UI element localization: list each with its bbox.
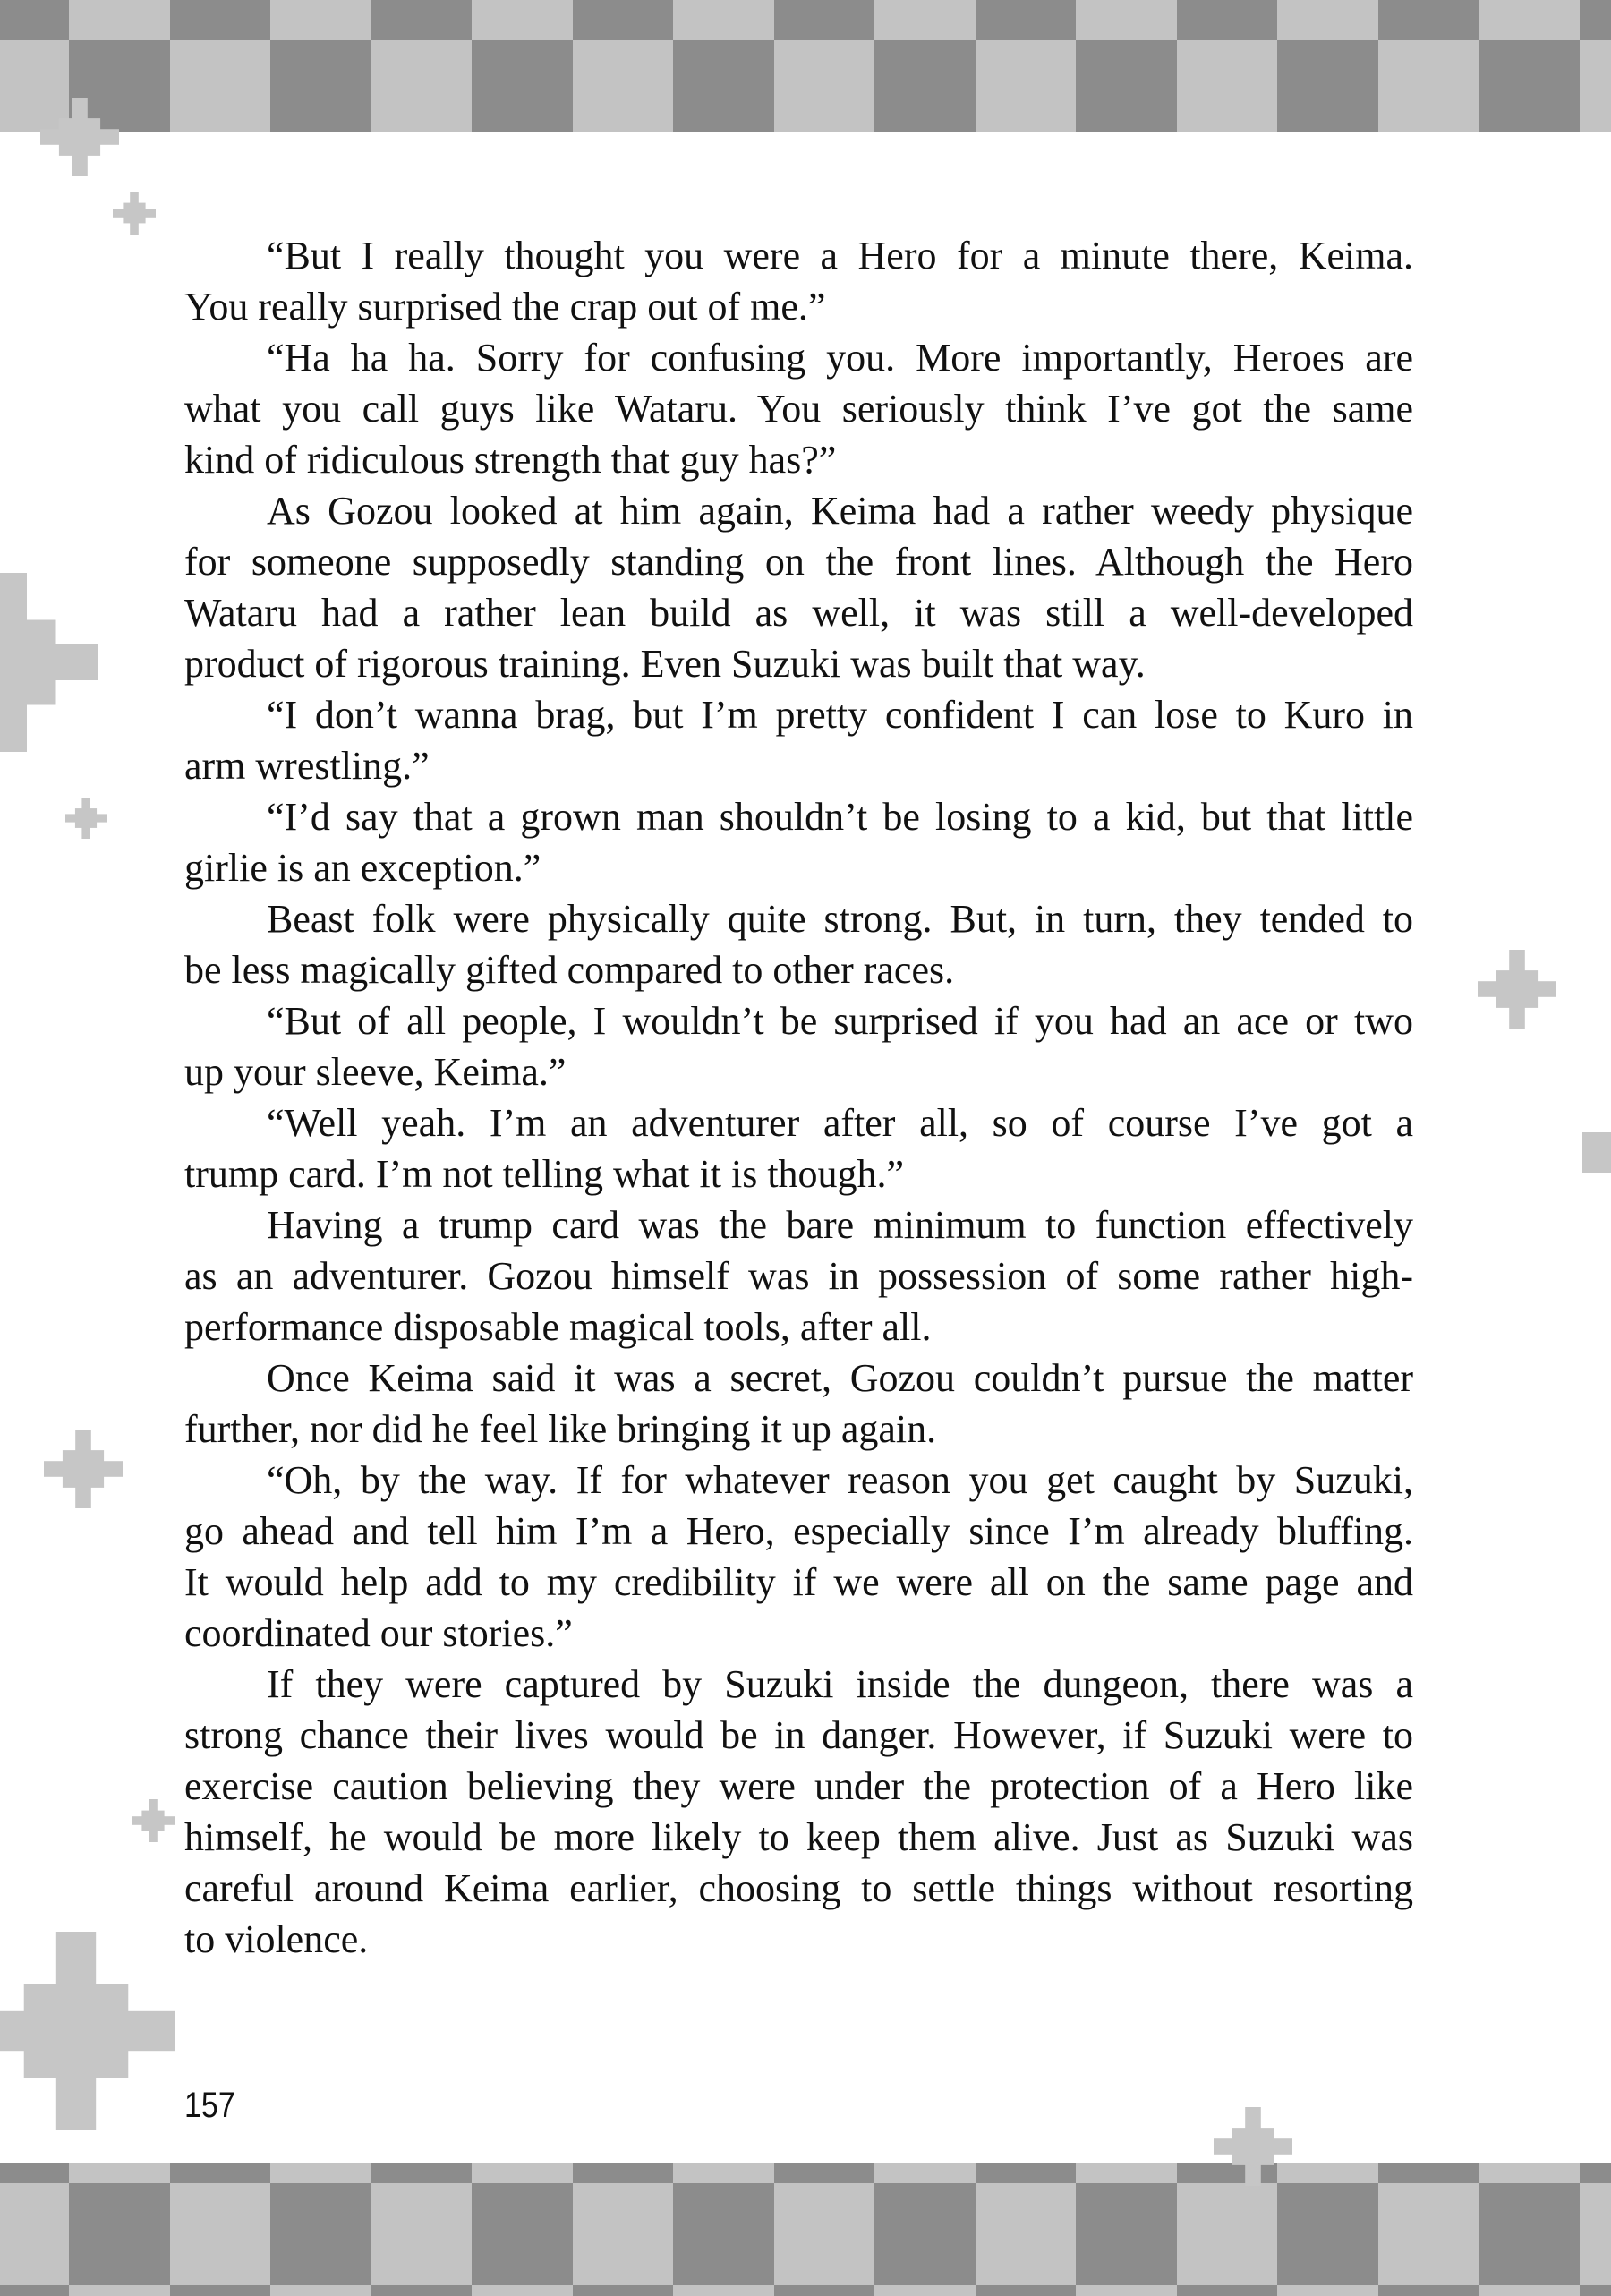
text-line: kind of ridiculous strength that guy has?” bbox=[184, 438, 837, 482]
checker-square bbox=[1076, 0, 1177, 40]
checker-square bbox=[69, 2285, 170, 2296]
text-line: be less magically gifted compared to other races. bbox=[184, 948, 955, 992]
checker-square bbox=[673, 0, 774, 40]
checker-square bbox=[0, 2183, 69, 2285]
text-line: up your sleeve, Keima.” bbox=[184, 1050, 567, 1094]
sparkle-star-icon bbox=[65, 798, 107, 839]
text-line: “Oh, by the way. If for whatever reason you get caught by Suzuki, bbox=[267, 1458, 1413, 1502]
checker-square bbox=[1177, 2285, 1278, 2296]
checker-square bbox=[774, 40, 875, 132]
bottom-checker-border bbox=[0, 2163, 1611, 2296]
text-line: to violence. bbox=[184, 1917, 369, 1961]
checker-square bbox=[472, 2163, 573, 2183]
text-line: for someone supposedly standing on the front lines. Although the Hero bbox=[184, 540, 1413, 584]
checker-square bbox=[1580, 0, 1611, 40]
text-line: what you call guys like Wataru. You seriously think I’ve got the same bbox=[184, 387, 1413, 431]
checker-square bbox=[1580, 2183, 1611, 2285]
checker-square bbox=[1277, 40, 1378, 132]
checker-square bbox=[573, 2183, 674, 2285]
text-line: coordinated our stories.” bbox=[184, 1611, 573, 1655]
checker-square bbox=[1177, 2163, 1278, 2183]
checker-square bbox=[270, 2285, 371, 2296]
checker-square bbox=[874, 0, 976, 40]
text-line: Beast folk were physically quite strong. But, in turn, they tended to bbox=[267, 897, 1413, 941]
paragraph bbox=[184, 1353, 1413, 1455]
text-line: “Ha ha ha. Sorry for confusing you. More importantly, Heroes are bbox=[267, 336, 1413, 380]
paragraph bbox=[184, 1455, 1413, 1659]
checker-square bbox=[69, 40, 170, 132]
text-line: product of rigorous training. Even Suzuki was built that way. bbox=[184, 642, 1146, 686]
paragraph bbox=[184, 485, 1413, 689]
checker-square bbox=[1177, 2183, 1278, 2285]
checker-square bbox=[1479, 2163, 1580, 2183]
checker-square bbox=[1076, 2183, 1177, 2285]
checker-square bbox=[270, 2183, 371, 2285]
checker-square bbox=[976, 2163, 1077, 2183]
checker-square bbox=[1479, 2183, 1580, 2285]
checker-square bbox=[1378, 2183, 1479, 2285]
text-line: As Gozou looked at him again, Keima had a rather weedy physique bbox=[267, 489, 1413, 533]
text-line: It would help add to my credibility if we were all on the same page and bbox=[184, 1560, 1413, 1604]
text-line: performance disposable magical tools, after all. bbox=[184, 1305, 932, 1349]
checker-square bbox=[774, 2163, 875, 2183]
checker-square bbox=[1378, 2285, 1479, 2296]
checker-square bbox=[1177, 0, 1278, 40]
checker-square bbox=[472, 2183, 573, 2285]
checker-square bbox=[170, 2285, 271, 2296]
text-line: “But of all people, I wouldn’t be surprised if you had an ace or two bbox=[267, 999, 1413, 1043]
checker-square bbox=[371, 40, 473, 132]
checker-square bbox=[1378, 0, 1479, 40]
checker-square bbox=[673, 2285, 774, 2296]
checker-square bbox=[1076, 2285, 1177, 2296]
checker-square bbox=[573, 2163, 674, 2183]
text-line: go ahead and tell him I’m a Hero, especially since I’m already bluffing. bbox=[184, 1509, 1413, 1553]
checker-square bbox=[270, 2163, 371, 2183]
top-checker-border bbox=[0, 0, 1611, 132]
checker-square bbox=[1277, 0, 1378, 40]
checker-square bbox=[1277, 2183, 1378, 2285]
checker-square bbox=[1076, 40, 1177, 132]
checker-square bbox=[573, 2285, 674, 2296]
checker-square bbox=[874, 2183, 976, 2285]
checker-square bbox=[371, 2183, 473, 2285]
checker-square bbox=[874, 40, 976, 132]
checker-square bbox=[1580, 2285, 1611, 2296]
checker-square bbox=[170, 2183, 271, 2285]
paragraph bbox=[184, 791, 1413, 893]
checker-square bbox=[1580, 40, 1611, 132]
paragraph bbox=[184, 332, 1413, 485]
text-line: girlie is an exception.” bbox=[184, 846, 541, 890]
text-line: arm wrestling.” bbox=[184, 744, 430, 788]
text-line: as an adventurer. Gozou himself was in possession of some rather high- bbox=[184, 1254, 1413, 1298]
checker-square bbox=[371, 2285, 473, 2296]
checker-square bbox=[69, 0, 170, 40]
checker-square bbox=[976, 0, 1077, 40]
checker-square bbox=[1479, 40, 1580, 132]
checker-square bbox=[69, 2183, 170, 2285]
checker-square bbox=[1378, 2163, 1479, 2183]
checker-square bbox=[472, 40, 573, 132]
checker-square bbox=[1277, 2163, 1378, 2183]
sparkle-star-icon bbox=[44, 1430, 123, 1508]
checker-square bbox=[774, 2285, 875, 2296]
text-line: Wataru had a rather lean build as well, it was still a well-developed bbox=[184, 591, 1413, 635]
text-line: Having a trump card was the bare minimum to function effectively bbox=[267, 1203, 1413, 1247]
checker-square bbox=[673, 2163, 774, 2183]
sparkle-star-icon bbox=[113, 192, 156, 235]
paragraph bbox=[184, 1097, 1413, 1199]
checker-square bbox=[874, 2285, 976, 2296]
checker-square bbox=[976, 2285, 1077, 2296]
checker-square bbox=[1580, 2163, 1611, 2183]
sparkle-star-icon bbox=[0, 573, 98, 752]
checker-square bbox=[976, 40, 1077, 132]
text-line: “Well yeah. I’m an adventurer after all, so of course I’ve got a bbox=[267, 1101, 1413, 1145]
sparkle-square-icon bbox=[1582, 1132, 1611, 1173]
checker-square bbox=[573, 40, 674, 132]
checker-square bbox=[170, 40, 271, 132]
text-line: “I don’t wanna brag, but I’m pretty confident I can lose to Kuro in bbox=[267, 693, 1413, 737]
checker-square bbox=[0, 40, 69, 132]
text-line: If they were captured by Suzuki inside the dungeon, there was a bbox=[267, 1662, 1413, 1706]
checker-square bbox=[0, 0, 69, 40]
text-line: exercise caution believing they were under the protection of a Hero like bbox=[184, 1764, 1413, 1808]
checker-square bbox=[1076, 2163, 1177, 2183]
text-line: careful around Keima earlier, choosing to settle things without resorting bbox=[184, 1866, 1413, 1910]
sparkle-star-icon bbox=[132, 1799, 175, 1842]
checker-square bbox=[573, 0, 674, 40]
text-line: Once Keima said it was a secret, Gozou couldn’t pursue the matter bbox=[267, 1356, 1413, 1400]
sparkle-star-icon bbox=[1478, 950, 1556, 1029]
text-line: You really surprised the crap out of me.” bbox=[184, 285, 826, 329]
checker-square bbox=[1378, 40, 1479, 132]
checker-square bbox=[774, 0, 875, 40]
sparkle-star-icon bbox=[0, 1932, 175, 2130]
body-text bbox=[184, 230, 1413, 1965]
checker-square bbox=[1479, 0, 1580, 40]
checker-square bbox=[170, 0, 271, 40]
page-number: 157 bbox=[184, 2086, 235, 2125]
text-line: strong chance their lives would be in danger. However, if Suzuki were to bbox=[184, 1713, 1413, 1757]
checker-square bbox=[371, 2163, 473, 2183]
checker-square bbox=[673, 40, 774, 132]
checker-square bbox=[0, 2163, 69, 2183]
checker-square bbox=[472, 2285, 573, 2296]
checker-square bbox=[1479, 2285, 1580, 2296]
checker-square bbox=[1277, 2285, 1378, 2296]
checker-square bbox=[874, 2163, 976, 2183]
paragraph bbox=[184, 1659, 1413, 1965]
checker-square bbox=[0, 2285, 69, 2296]
text-line: “I’d say that a grown man shouldn’t be losing to a kid, but that little bbox=[267, 795, 1413, 839]
checker-square bbox=[1177, 40, 1278, 132]
checker-square bbox=[673, 2183, 774, 2285]
checker-square bbox=[774, 2183, 875, 2285]
text-line: “But I really thought you were a Hero for a minute there, Keima. bbox=[267, 234, 1413, 277]
paragraph bbox=[184, 995, 1413, 1097]
text-line: trump card. I’m not telling what it is though.” bbox=[184, 1152, 905, 1196]
checker-square bbox=[69, 2163, 170, 2183]
paragraph bbox=[184, 230, 1413, 332]
checker-square bbox=[270, 0, 371, 40]
checker-square bbox=[472, 0, 573, 40]
text-line: further, nor did he feel like bringing it up again. bbox=[184, 1407, 937, 1451]
checker-square bbox=[170, 2163, 271, 2183]
text-line: himself, he would be more likely to keep them alive. Just as Suzuki was bbox=[184, 1815, 1413, 1859]
paragraph bbox=[184, 1199, 1413, 1353]
checker-square bbox=[270, 40, 371, 132]
checker-square bbox=[976, 2183, 1077, 2285]
paragraph bbox=[184, 893, 1413, 995]
checker-square bbox=[371, 0, 473, 40]
paragraph bbox=[184, 689, 1413, 791]
